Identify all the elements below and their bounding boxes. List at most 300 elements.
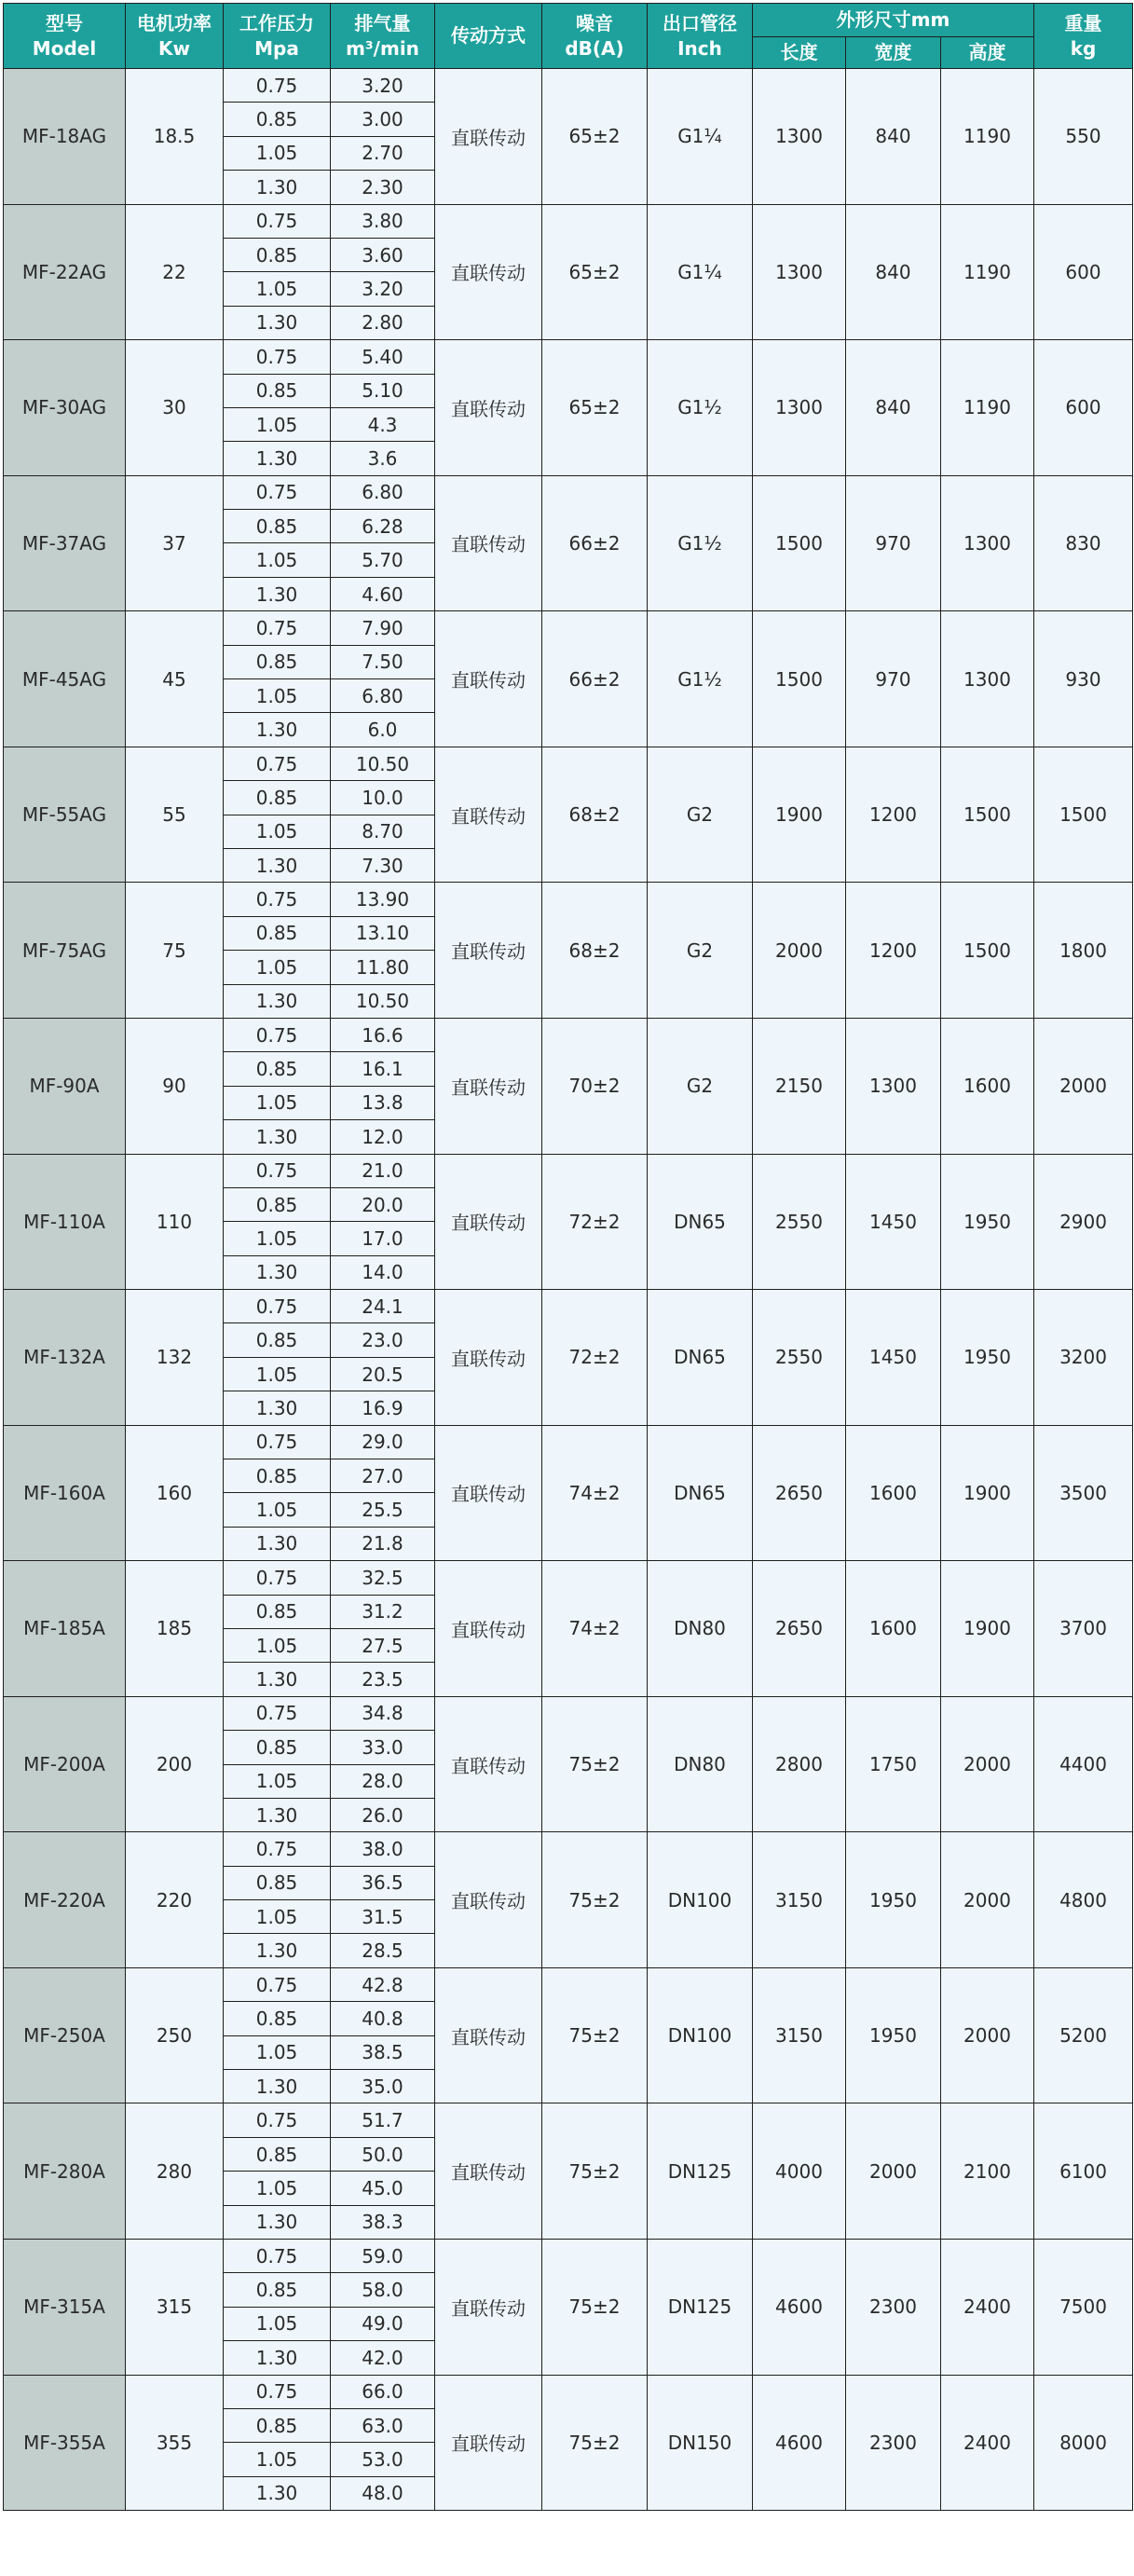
pressure-cell: 1.30 [224, 577, 331, 610]
pressure-cell: 1.05 [224, 1764, 331, 1798]
power-cell: 250 [126, 1967, 224, 2103]
table-row [4, 2103, 1133, 2137]
outlet-cell: DN100 [648, 1967, 753, 2103]
power-cell: 220 [126, 1832, 224, 1968]
height-cell: 2000 [941, 1696, 1034, 1832]
flow-cell: 40.8 [331, 2002, 435, 2035]
header-height: 高度 [941, 37, 1034, 69]
table-row [4, 340, 1133, 374]
flow-cell: 7.30 [331, 848, 435, 882]
flow-cell: 16.9 [331, 1391, 435, 1425]
length-cell: 2150 [753, 1018, 846, 1154]
flow-cell: 38.3 [331, 2205, 435, 2239]
table-row [4, 883, 1133, 916]
pressure-cell: 1.30 [224, 2476, 331, 2510]
header-flow-zh: 排气量 [354, 11, 411, 34]
table-row [4, 1425, 1133, 1459]
length-cell: 3150 [753, 1967, 846, 2103]
pressure-cell: 0.85 [224, 1052, 331, 1086]
weight-cell: 4800 [1034, 1832, 1133, 1968]
pressure-cell: 1.30 [224, 442, 331, 475]
power-cell: 37 [126, 475, 224, 611]
pressure-cell: 0.75 [224, 611, 331, 645]
model-cell: MF-132A [4, 1290, 126, 1426]
height-cell: 1600 [941, 1018, 1034, 1154]
table-row [4, 1967, 1133, 2001]
pressure-cell: 1.30 [224, 1391, 331, 1425]
outlet-cell: DN65 [648, 1290, 753, 1426]
header-weight-zh: 重量 [1064, 11, 1102, 34]
pressure-cell: 0.75 [224, 1425, 331, 1459]
model-cell: MF-30AG [4, 340, 126, 476]
flow-cell: 32.5 [331, 1561, 435, 1595]
pressure-cell: 0.85 [224, 2273, 331, 2307]
weight-cell: 6100 [1034, 2103, 1133, 2240]
drive-cell: 直联传动 [435, 1425, 542, 1561]
height-cell: 1950 [941, 1290, 1034, 1426]
pressure-cell: 1.30 [224, 984, 331, 1018]
header-power-en: Kw [158, 36, 190, 60]
pressure-cell: 1.05 [224, 815, 331, 848]
flow-cell: 58.0 [331, 2273, 435, 2307]
pressure-cell: 0.85 [224, 2002, 331, 2035]
flow-cell: 24.1 [331, 1290, 435, 1323]
pressure-cell: 1.05 [224, 679, 331, 713]
pressure-cell: 1.30 [224, 1798, 331, 1831]
flow-cell: 5.40 [331, 340, 435, 374]
width-cell: 1200 [846, 883, 941, 1019]
flow-cell: 2.30 [331, 171, 435, 204]
pressure-cell: 0.75 [224, 1832, 331, 1866]
length-cell: 3150 [753, 1832, 846, 1968]
flow-cell: 13.90 [331, 883, 435, 916]
pressure-cell: 1.05 [224, 951, 331, 984]
flow-cell: 16.1 [331, 1052, 435, 1086]
model-cell: MF-280A [4, 2103, 126, 2240]
outlet-cell: G2 [648, 883, 753, 1019]
pressure-cell: 1.30 [224, 2205, 331, 2239]
header-outlet-en: Inch [677, 36, 722, 60]
pressure-cell: 0.85 [224, 238, 331, 271]
noise-cell: 66±2 [542, 611, 648, 747]
drive-cell: 直联传动 [435, 2103, 542, 2240]
flow-cell: 59.0 [331, 2240, 435, 2273]
pressure-cell: 0.75 [224, 2375, 331, 2408]
noise-cell: 68±2 [542, 883, 648, 1019]
width-cell: 2300 [846, 2240, 941, 2376]
table-row [4, 1561, 1133, 1595]
flow-cell: 53.0 [331, 2443, 435, 2476]
flow-cell: 21.8 [331, 1527, 435, 1560]
outlet-cell: DN125 [648, 2240, 753, 2376]
pressure-cell: 0.85 [224, 1866, 331, 1899]
flow-cell: 5.70 [331, 543, 435, 577]
flow-cell: 23.0 [331, 1323, 435, 1357]
outlet-cell: G2 [648, 1018, 753, 1154]
noise-cell: 66±2 [542, 475, 648, 611]
width-cell: 1750 [846, 1696, 941, 1832]
header-flow [331, 4, 435, 69]
length-cell: 1900 [753, 747, 846, 883]
header-pressure-zh: 工作压力 [239, 11, 314, 34]
flow-cell: 66.0 [331, 2375, 435, 2408]
height-cell: 1300 [941, 475, 1034, 611]
pressure-cell: 1.05 [224, 1357, 331, 1391]
header-weight-en: kg [1070, 36, 1097, 60]
flow-cell: 38.0 [331, 1832, 435, 1866]
flow-cell: 50.0 [331, 2137, 435, 2171]
pressure-cell: 0.75 [224, 747, 331, 780]
weight-cell: 3700 [1034, 1561, 1133, 1697]
flow-cell: 17.0 [331, 1222, 435, 1255]
width-cell: 970 [846, 611, 941, 747]
height-cell: 1900 [941, 1425, 1034, 1561]
header-outlet-zh: 出口管径 [663, 11, 737, 34]
drive-cell: 直联传动 [435, 2375, 542, 2511]
pressure-cell: 1.30 [224, 1527, 331, 1560]
power-cell: 30 [126, 340, 224, 476]
table-row [4, 1290, 1133, 1323]
drive-cell: 直联传动 [435, 204, 542, 340]
flow-cell: 6.80 [331, 475, 435, 509]
flow-cell: 4.3 [331, 407, 435, 441]
header-power [126, 4, 224, 69]
weight-cell: 3500 [1034, 1425, 1133, 1561]
header-noise [542, 4, 648, 69]
drive-cell: 直联传动 [435, 475, 542, 611]
power-cell: 22 [126, 204, 224, 340]
width-cell: 840 [846, 340, 941, 476]
flow-cell: 45.0 [331, 2172, 435, 2205]
width-cell: 2300 [846, 2375, 941, 2511]
flow-cell: 3.00 [331, 103, 435, 136]
drive-cell: 直联传动 [435, 611, 542, 747]
header-drive: 传动方式 [435, 4, 542, 69]
header-noise-en: dB(A) [565, 36, 624, 60]
pressure-cell: 0.75 [224, 340, 331, 374]
noise-cell: 70±2 [542, 1018, 648, 1154]
noise-cell: 75±2 [542, 1832, 648, 1968]
weight-cell: 2000 [1034, 1018, 1133, 1154]
weight-cell: 1800 [1034, 883, 1133, 1019]
header-model-en: Model [32, 36, 97, 60]
pressure-cell: 0.85 [224, 510, 331, 543]
width-cell: 1600 [846, 1561, 941, 1697]
flow-cell: 11.80 [331, 951, 435, 984]
flow-cell: 34.8 [331, 1696, 435, 1730]
flow-cell: 6.0 [331, 713, 435, 747]
flow-cell: 42.8 [331, 1967, 435, 2001]
model-cell: MF-37AG [4, 475, 126, 611]
model-cell: MF-250A [4, 1967, 126, 2103]
flow-cell: 10.0 [331, 781, 435, 815]
flow-cell: 63.0 [331, 2408, 435, 2442]
pressure-cell: 1.05 [224, 407, 331, 441]
pressure-cell: 1.05 [224, 2035, 331, 2069]
outlet-cell: G1½ [648, 340, 753, 476]
header-length: 长度 [753, 37, 846, 69]
width-cell: 840 [846, 69, 941, 205]
flow-cell: 28.0 [331, 1764, 435, 1798]
pressure-cell: 0.75 [224, 1561, 331, 1595]
header-row-1 [4, 4, 1133, 37]
height-cell: 2100 [941, 2103, 1034, 2240]
pressure-cell: 0.75 [224, 1290, 331, 1323]
pressure-cell: 1.30 [224, 306, 331, 339]
header-pressure-en: Mpa [254, 36, 299, 60]
outlet-cell: DN125 [648, 2103, 753, 2240]
width-cell: 1950 [846, 1832, 941, 1968]
table-row [4, 1154, 1133, 1187]
pressure-cell: 0.75 [224, 1967, 331, 2001]
flow-cell: 31.5 [331, 1900, 435, 1934]
power-cell: 355 [126, 2375, 224, 2511]
length-cell: 2800 [753, 1696, 846, 1832]
drive-cell: 直联传动 [435, 1154, 542, 1290]
width-cell: 2000 [846, 2103, 941, 2240]
drive-cell: 直联传动 [435, 883, 542, 1019]
flow-cell: 3.20 [331, 272, 435, 306]
header-model [4, 4, 126, 69]
flow-cell: 27.0 [331, 1459, 435, 1493]
width-cell: 1450 [846, 1154, 941, 1290]
flow-cell: 33.0 [331, 1731, 435, 1764]
width-cell: 970 [846, 475, 941, 611]
weight-cell: 550 [1034, 69, 1133, 205]
pressure-cell: 0.75 [224, 204, 331, 238]
power-cell: 75 [126, 883, 224, 1019]
flow-cell: 49.0 [331, 2307, 435, 2340]
flow-cell: 48.0 [331, 2476, 435, 2510]
table-row [4, 611, 1133, 645]
table-body [4, 69, 1133, 2511]
noise-cell: 75±2 [542, 2103, 648, 2240]
noise-cell: 65±2 [542, 69, 648, 205]
pressure-cell: 0.85 [224, 645, 331, 678]
noise-cell: 75±2 [542, 2240, 648, 2376]
power-cell: 200 [126, 1696, 224, 1832]
height-cell: 2000 [941, 1967, 1034, 2103]
height-cell: 1190 [941, 204, 1034, 340]
pressure-cell: 0.85 [224, 1187, 331, 1221]
outlet-cell: G1¼ [648, 69, 753, 205]
length-cell: 2000 [753, 883, 846, 1019]
width-cell: 1600 [846, 1425, 941, 1561]
pressure-cell: 0.75 [224, 1154, 331, 1187]
outlet-cell: G1½ [648, 475, 753, 611]
height-cell: 1500 [941, 883, 1034, 1019]
weight-cell: 600 [1034, 204, 1133, 340]
header-model-zh: 型号 [46, 11, 83, 34]
length-cell: 1300 [753, 340, 846, 476]
header-outlet [648, 4, 753, 69]
power-cell: 18.5 [126, 69, 224, 205]
flow-cell: 10.50 [331, 747, 435, 780]
height-cell: 2400 [941, 2240, 1034, 2376]
pressure-cell: 0.75 [224, 69, 331, 103]
weight-cell: 5200 [1034, 1967, 1133, 2103]
pressure-cell: 1.05 [224, 2172, 331, 2205]
weight-cell: 600 [1034, 340, 1133, 476]
flow-cell: 42.0 [331, 2341, 435, 2375]
pressure-cell: 0.85 [224, 1459, 331, 1493]
model-cell: MF-18AG [4, 69, 126, 205]
pressure-cell: 1.05 [224, 272, 331, 306]
flow-cell: 21.0 [331, 1154, 435, 1187]
flow-cell: 20.0 [331, 1187, 435, 1221]
outlet-cell: DN100 [648, 1832, 753, 1968]
pressure-cell: 1.30 [224, 1120, 331, 1154]
height-cell: 2000 [941, 1832, 1034, 1968]
flow-cell: 14.0 [331, 1255, 435, 1289]
flow-cell: 6.80 [331, 679, 435, 713]
header-noise-zh: 噪音 [576, 11, 613, 34]
pressure-cell: 1.05 [224, 1493, 331, 1527]
pressure-cell: 1.05 [224, 1900, 331, 1934]
power-cell: 132 [126, 1290, 224, 1426]
length-cell: 4600 [753, 2240, 846, 2376]
weight-cell: 930 [1034, 611, 1133, 747]
flow-cell: 13.10 [331, 916, 435, 950]
power-cell: 185 [126, 1561, 224, 1697]
flow-cell: 3.6 [331, 442, 435, 475]
width-cell: 1450 [846, 1290, 941, 1426]
model-cell: MF-355A [4, 2375, 126, 2511]
flow-cell: 31.2 [331, 1595, 435, 1628]
flow-cell: 3.80 [331, 204, 435, 238]
flow-cell: 16.6 [331, 1018, 435, 1051]
noise-cell: 68±2 [542, 747, 648, 883]
table-row [4, 69, 1133, 103]
drive-cell: 直联传动 [435, 1696, 542, 1832]
model-cell: MF-90A [4, 1018, 126, 1154]
pressure-cell: 1.05 [224, 1628, 331, 1662]
length-cell: 2550 [753, 1290, 846, 1426]
noise-cell: 74±2 [542, 1425, 648, 1561]
pressure-cell: 0.75 [224, 1696, 331, 1730]
outlet-cell: DN80 [648, 1561, 753, 1697]
length-cell: 1300 [753, 204, 846, 340]
width-cell: 1950 [846, 1967, 941, 2103]
noise-cell: 75±2 [542, 1696, 648, 1832]
model-cell: MF-315A [4, 2240, 126, 2376]
weight-cell: 4400 [1034, 1696, 1133, 1832]
pressure-cell: 0.85 [224, 1595, 331, 1628]
weight-cell: 7500 [1034, 2240, 1133, 2376]
flow-cell: 27.5 [331, 1628, 435, 1662]
height-cell: 1500 [941, 747, 1034, 883]
noise-cell: 65±2 [542, 340, 648, 476]
power-cell: 55 [126, 747, 224, 883]
pressure-cell: 1.05 [224, 1086, 331, 1119]
pressure-cell: 1.05 [224, 543, 331, 577]
flow-cell: 28.5 [331, 1934, 435, 1967]
drive-cell: 直联传动 [435, 1832, 542, 1968]
power-cell: 315 [126, 2240, 224, 2376]
drive-cell: 直联传动 [435, 2240, 542, 2376]
flow-cell: 25.5 [331, 1493, 435, 1527]
power-cell: 90 [126, 1018, 224, 1154]
table-row [4, 475, 1133, 509]
noise-cell: 75±2 [542, 2375, 648, 2511]
power-cell: 280 [126, 2103, 224, 2240]
pressure-cell: 1.30 [224, 1663, 331, 1696]
table-row [4, 1696, 1133, 1730]
height-cell: 1900 [941, 1561, 1034, 1697]
pressure-cell: 1.30 [224, 848, 331, 882]
length-cell: 2650 [753, 1561, 846, 1697]
weight-cell: 1500 [1034, 747, 1133, 883]
drive-cell: 直联传动 [435, 747, 542, 883]
model-cell: MF-185A [4, 1561, 126, 1697]
pressure-cell: 1.30 [224, 171, 331, 204]
drive-cell: 直联传动 [435, 1561, 542, 1697]
length-cell: 1300 [753, 69, 846, 205]
model-cell: MF-200A [4, 1696, 126, 1832]
flow-cell: 3.20 [331, 69, 435, 103]
spec-table [3, 3, 1133, 2511]
flow-cell: 2.70 [331, 136, 435, 170]
pressure-cell: 1.05 [224, 2443, 331, 2476]
height-cell: 2400 [941, 2375, 1034, 2511]
model-cell: MF-45AG [4, 611, 126, 747]
table-header [4, 4, 1133, 69]
pressure-cell: 0.85 [224, 2137, 331, 2171]
drive-cell: 直联传动 [435, 1018, 542, 1154]
outlet-cell: G1¼ [648, 204, 753, 340]
outlet-cell: G1½ [648, 611, 753, 747]
pressure-cell: 0.85 [224, 1323, 331, 1357]
flow-cell: 35.0 [331, 2070, 435, 2103]
table-row [4, 1018, 1133, 1051]
pressure-cell: 0.85 [224, 1731, 331, 1764]
flow-cell: 26.0 [331, 1798, 435, 1831]
length-cell: 4600 [753, 2375, 846, 2511]
pressure-cell: 1.30 [224, 2341, 331, 2375]
weight-cell: 8000 [1034, 2375, 1133, 2511]
pressure-cell: 1.05 [224, 2307, 331, 2340]
header-pressure [224, 4, 331, 69]
flow-cell: 2.80 [331, 306, 435, 339]
pressure-cell: 1.30 [224, 713, 331, 747]
table-row [4, 2240, 1133, 2273]
power-cell: 45 [126, 611, 224, 747]
length-cell: 4000 [753, 2103, 846, 2240]
height-cell: 1190 [941, 69, 1034, 205]
height-cell: 1950 [941, 1154, 1034, 1290]
pressure-cell: 1.05 [224, 136, 331, 170]
outlet-cell: DN65 [648, 1154, 753, 1290]
pressure-cell: 0.75 [224, 883, 331, 916]
power-cell: 110 [126, 1154, 224, 1290]
flow-cell: 13.8 [331, 1086, 435, 1119]
pressure-cell: 1.30 [224, 2070, 331, 2103]
header-weight [1034, 4, 1133, 69]
table-row [4, 2375, 1133, 2408]
noise-cell: 65±2 [542, 204, 648, 340]
model-cell: MF-220A [4, 1832, 126, 1968]
model-cell: MF-22AG [4, 204, 126, 340]
weight-cell: 3200 [1034, 1290, 1133, 1426]
pressure-cell: 0.85 [224, 2408, 331, 2442]
flow-cell: 20.5 [331, 1357, 435, 1391]
pressure-cell: 1.30 [224, 1255, 331, 1289]
header-dimensions: 外形尺寸mm [753, 4, 1034, 37]
flow-cell: 5.10 [331, 374, 435, 407]
table-row [4, 204, 1133, 238]
model-cell: MF-160A [4, 1425, 126, 1561]
header-flow-en: m³/min [346, 36, 419, 60]
